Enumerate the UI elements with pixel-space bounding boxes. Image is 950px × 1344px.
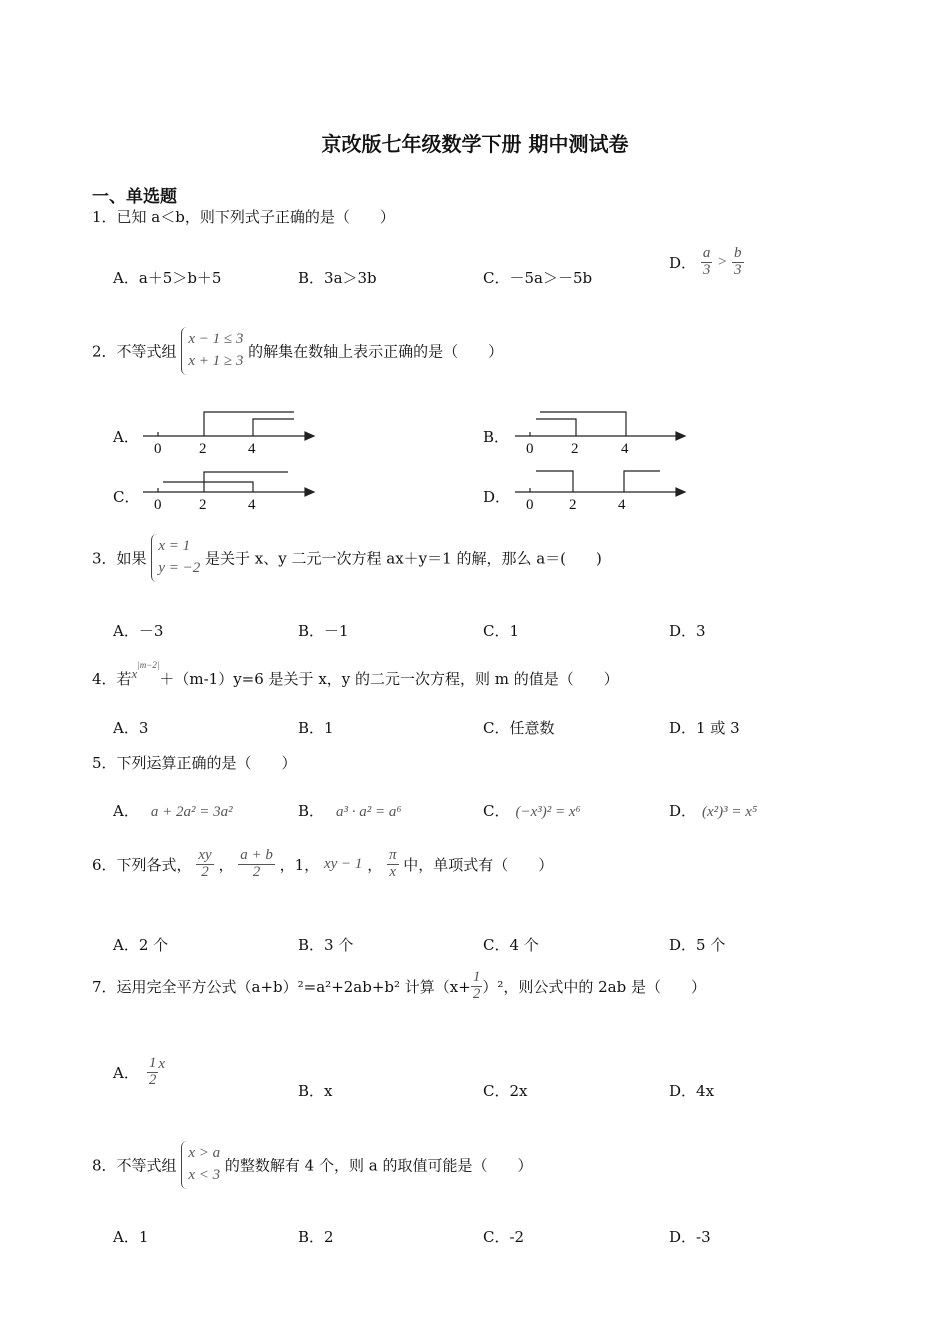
- q7-option-a[interactable]: A． $\frac{1}{2}$ x: [113, 1055, 166, 1088]
- q2-option-a-label[interactable]: A．: [113, 428, 139, 446]
- q8-option-a[interactable]: A．1: [113, 1228, 149, 1246]
- q4-option-a[interactable]: A．3: [113, 719, 149, 737]
- svg-text:2: 2: [571, 441, 579, 457]
- svg-text:4: 4: [618, 497, 626, 513]
- q4-option-d[interactable]: D．1 或 3: [669, 719, 740, 737]
- question-5-stem: 5．下列运算正确的是（ ）: [92, 754, 297, 772]
- q3-option-a[interactable]: A．－3: [113, 622, 164, 640]
- q4-num: 4．若: [92, 670, 132, 688]
- q6-sep-1: ，: [218, 855, 234, 874]
- svg-text:4: 4: [621, 441, 629, 457]
- q8-option-c[interactable]: C．-2: [483, 1228, 525, 1246]
- svg-text:2: 2: [199, 441, 207, 457]
- page-title: 京改版七年级数学下册 期中测试卷: [321, 132, 629, 156]
- q4-base: x: [131, 666, 138, 681]
- q6-frac-1: $\frac{xy}{2}$: [198, 847, 212, 880]
- q1-option-a[interactable]: A．a＋5＞b＋5: [113, 269, 222, 287]
- q6-frac-4: $\frac{\pi}{x}$: [388, 847, 397, 880]
- svg-text:4: 4: [248, 441, 256, 457]
- q4-option-b[interactable]: B．1: [298, 719, 334, 737]
- q6-option-c[interactable]: C．4 个: [483, 936, 539, 954]
- q6-tail: 中，单项式有（ ）: [403, 855, 554, 874]
- q6-num: 6．下列各式，: [92, 855, 192, 874]
- q2-numberline-c[interactable]: [143, 472, 314, 513]
- question-8-stem: [92, 1141, 532, 1189]
- q4-exp: |m−2|: [137, 660, 160, 670]
- svg-text:0: 0: [526, 497, 534, 513]
- q2-option-b-label[interactable]: B．: [483, 428, 510, 446]
- q2-number-lines: [0, 400, 950, 520]
- question-1-stem: 1．已知 a＜b，则下列式子正确的是（ ）: [92, 208, 395, 226]
- q1-d-frac-a: $\frac{a}{3}$: [702, 245, 711, 278]
- q6-option-b[interactable]: B．3 个: [298, 936, 354, 954]
- question-3-stem: [92, 534, 602, 582]
- q6-option-a[interactable]: A．2 个: [113, 936, 169, 954]
- q3-tail: 是关于 x、y 二元一次方程 ax＋y＝1 的解，那么 a＝( ): [205, 549, 602, 568]
- q8-num: 8．不等式组: [92, 1156, 177, 1175]
- q3-option-d[interactable]: D．3: [669, 622, 706, 640]
- q2-numberline-a[interactable]: [143, 412, 314, 457]
- q6-mid: ，1，: [279, 855, 320, 874]
- q5-option-b[interactable]: B． a³ · a² = a⁶: [298, 802, 402, 820]
- q7-frac: $\frac{1}{2}$: [472, 969, 481, 1002]
- svg-text:0: 0: [154, 441, 162, 457]
- question-2-stem: [92, 327, 503, 375]
- q1-option-d[interactable]: [669, 246, 744, 279]
- q8-tail: 的整数解有 4 个，则 a 的取值可能是（ ）: [224, 1156, 533, 1175]
- q7-option-d[interactable]: D．4x: [669, 1082, 715, 1100]
- q3-option-b[interactable]: B．－1: [298, 622, 349, 640]
- q4-tail: ＋（m-1）y=6 是关于 x，y 的二元一次方程，则 m 的值是（ ）: [159, 670, 619, 688]
- q1-option-c[interactable]: C．－5a＞－5b: [483, 269, 593, 287]
- q8-system: x > a x < 3: [181, 1141, 220, 1189]
- q2-option-c-label[interactable]: C．: [113, 488, 140, 506]
- q5-option-a[interactable]: A． a + 2a² = 3a²: [113, 802, 233, 820]
- svg-text:4: 4: [248, 497, 256, 513]
- q2-numberline-b[interactable]: [515, 412, 685, 457]
- question-4-stem: [92, 660, 619, 689]
- q7-tail: ）²，则公式中的 2ab 是（ ）: [482, 977, 706, 996]
- q5-option-c[interactable]: C． (−x³)² = x⁶: [483, 802, 581, 820]
- q6-frac-2: $\frac{a + b}{2}$: [240, 847, 273, 880]
- q2-num: 2．不等式组: [92, 342, 177, 361]
- q2-tail: 的解集在数轴上表示正确的是（ ）: [248, 342, 504, 361]
- q6-option-d[interactable]: D．5 个: [669, 936, 726, 954]
- q1-d-label: D．: [669, 253, 697, 272]
- svg-text:2: 2: [569, 497, 577, 513]
- q2-option-d-label[interactable]: D．: [483, 488, 511, 506]
- q8-option-b[interactable]: B．2: [298, 1228, 334, 1246]
- q7-option-b[interactable]: B．x: [298, 1082, 333, 1100]
- q5-option-d[interactable]: D． (x²)³ = x⁵: [669, 802, 758, 820]
- svg-text:0: 0: [526, 441, 534, 457]
- section-heading: 一、单选题: [92, 187, 177, 207]
- q1-option-b[interactable]: B．3a＞3b: [298, 269, 377, 287]
- q3-num: 3．如果: [92, 549, 147, 568]
- q6-expr-3: xy − 1: [323, 855, 363, 872]
- q1-d-op: >: [717, 253, 728, 270]
- q7-option-c[interactable]: C．2x: [483, 1082, 528, 1100]
- q7-head: 7．运用完全平方公式（a+b）²=a²+2ab+b² 计算（x+: [92, 977, 471, 996]
- q3-system: x = 1 y = −2: [151, 534, 200, 582]
- q6-sep-3: ，: [367, 855, 383, 874]
- q2-system: x − 1 ≤ 3 x + 1 ≥ 3: [181, 327, 243, 375]
- q8-option-d[interactable]: D．-3: [669, 1228, 711, 1246]
- svg-text:0: 0: [154, 497, 162, 513]
- question-7-stem: [92, 970, 706, 1003]
- q1-d-frac-b: $\frac{b}{3}$: [734, 245, 742, 278]
- svg-text:2: 2: [199, 497, 207, 513]
- q4-option-c[interactable]: C．任意数: [483, 719, 555, 737]
- q3-option-c[interactable]: C．1: [483, 622, 520, 640]
- q2-numberline-d[interactable]: [515, 471, 685, 513]
- question-6-stem: [92, 848, 553, 881]
